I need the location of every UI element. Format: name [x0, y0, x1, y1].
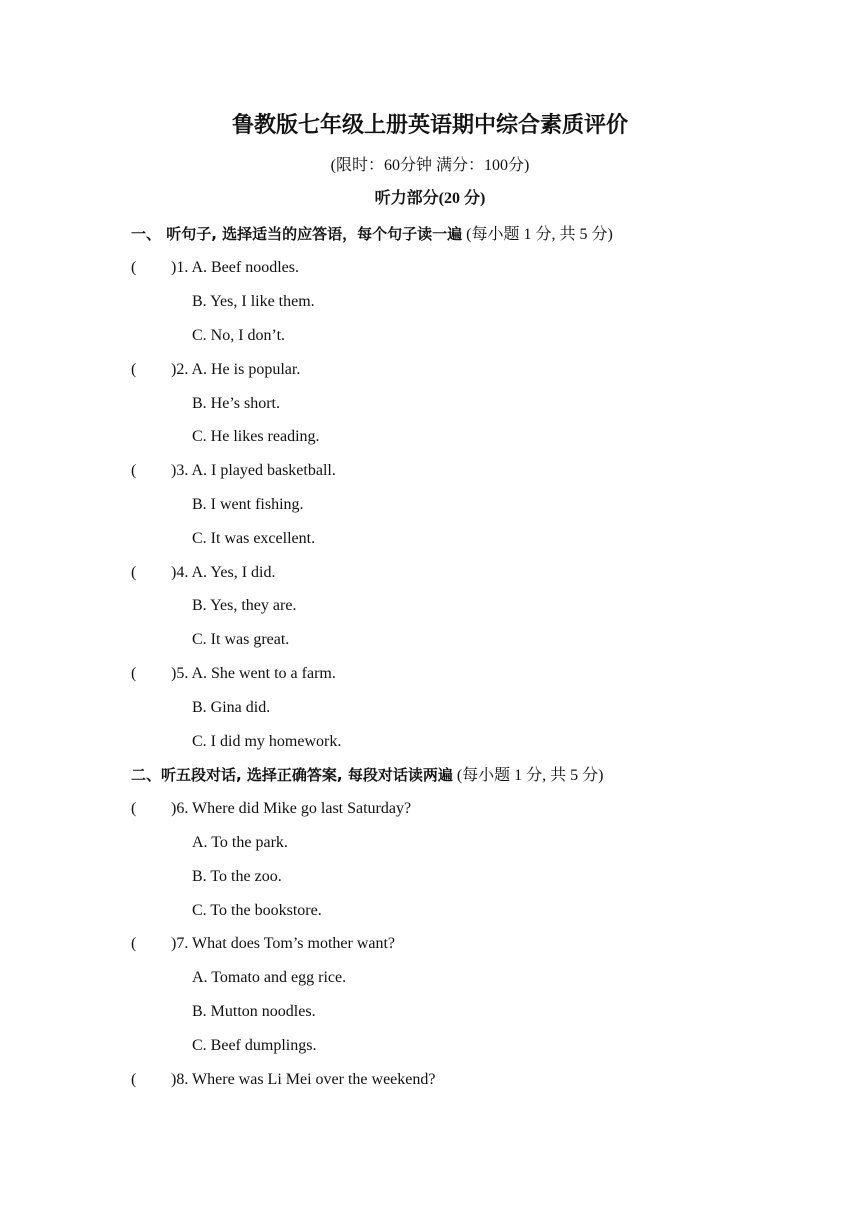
answer-bracket[interactable]: (	[131, 935, 137, 952]
exam-time-and-score: (限时：60分钟 满分：100分)	[330, 157, 530, 174]
answer-bracket[interactable]: (	[131, 361, 137, 378]
question-4-option-b: B. Yes, they are.	[192, 597, 297, 614]
listening-part-title: 听力部分(20 分)	[374, 190, 486, 207]
answer-bracket[interactable]: (	[131, 564, 137, 581]
question-3	[131, 459, 336, 483]
exam-title: 鲁教版七年级上册英语期中综合素质评价	[231, 113, 628, 138]
answer-bracket[interactable]: (	[131, 259, 137, 276]
question-6-option-a: A. To the park.	[192, 834, 288, 851]
question-4-option-c: C. It was great.	[192, 631, 290, 648]
section-2-heading: 二、听五段对话, 选择正确答案, 每段对话读两遍	[131, 766, 453, 784]
answer-bracket[interactable]: (	[131, 462, 137, 479]
section-1-header	[131, 222, 831, 247]
question-8	[131, 1068, 435, 1092]
question-2-option-c: C. He likes reading.	[192, 428, 320, 445]
answer-bracket[interactable]: (	[131, 1071, 137, 1088]
question-1-option-c: C. No, I don’t.	[192, 327, 286, 344]
question-6-option-b: B. To the zoo.	[192, 868, 282, 885]
question-6-option-c: C. To the bookstore.	[192, 902, 322, 919]
question-7-option-b: B. Mutton noodles.	[192, 1003, 316, 1020]
question-5-option-c: C. I did my homework.	[192, 733, 342, 750]
question-2-option-b: B. He’s short.	[192, 395, 280, 412]
question-stem: )7. What does Tom’s mother want?	[171, 935, 396, 952]
answer-bracket[interactable]: (	[131, 665, 137, 682]
section-2-header	[131, 763, 831, 788]
question-5	[131, 662, 336, 686]
section-1-note: (每小题 1 分, 共 5 分)	[462, 226, 613, 243]
section-1-heading: 一、 听句子, 选择适当的应答语，每个句子读一遍	[131, 225, 463, 243]
question-4	[131, 561, 275, 585]
question-1-option-b: B. Yes, I like them.	[192, 293, 315, 310]
question-7-option-c: C. Beef dumplings.	[192, 1037, 317, 1054]
question-stem: )8. Where was Li Mei over the weekend?	[171, 1071, 436, 1088]
question-5-option-b: B. Gina did.	[192, 699, 271, 716]
question-stem: )6. Where did Mike go last Saturday?	[171, 800, 412, 817]
question-stem: )2. A. He is popular.	[171, 361, 301, 378]
question-2	[131, 358, 300, 382]
question-3-option-b: B. I went fishing.	[192, 496, 304, 513]
question-6	[131, 797, 411, 821]
question-3-option-c: C. It was excellent.	[192, 530, 316, 547]
question-stem: )5. A. She went to a farm.	[171, 665, 336, 682]
question-stem: )1. A. Beef noodles.	[171, 259, 299, 276]
question-stem: )3. A. I played basketball.	[171, 462, 336, 479]
question-7-option-a: A. Tomato and egg rice.	[192, 969, 347, 986]
answer-bracket[interactable]: (	[131, 800, 137, 817]
question-1	[131, 256, 299, 280]
question-stem: )4. A. Yes, I did.	[171, 564, 276, 581]
question-7	[131, 932, 395, 956]
section-2-note: (每小题 1 分, 共 5 分)	[452, 767, 604, 784]
